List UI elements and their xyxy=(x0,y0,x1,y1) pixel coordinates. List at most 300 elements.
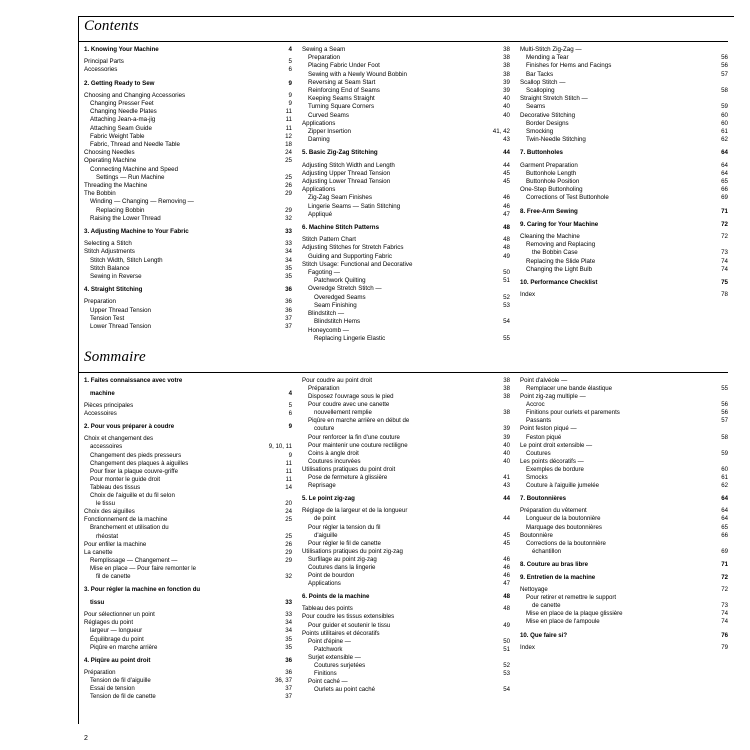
toc-entry-label: Corrections de la boutonnière xyxy=(526,539,606,547)
toc-entry-label: Stitch Pattern Chart xyxy=(302,236,356,244)
toc-entry-page: 45 xyxy=(503,539,510,547)
toc-entry-page: 64 xyxy=(721,495,728,503)
toc-entry-label: Point d'épine — xyxy=(308,637,351,645)
toc-entry-page: 59 xyxy=(721,103,728,111)
toc-entry-page: 48 xyxy=(503,605,510,613)
toc-entry-page: 5 xyxy=(288,58,292,66)
toc-entry xyxy=(520,495,728,503)
toc-entry-page: 53 xyxy=(503,670,510,678)
toc-entry-label: Pour fixer la plaque couvre-griffe xyxy=(90,467,178,475)
toc-entry-label: Scalloping xyxy=(526,87,555,95)
toc-entry-page: 39 xyxy=(503,425,510,433)
toc-entry xyxy=(302,285,510,293)
toc-entry xyxy=(302,654,510,662)
toc-entry xyxy=(520,602,728,610)
toc-entry-page: 6 xyxy=(288,410,292,418)
toc-entry-label: Fagoting — xyxy=(308,269,340,277)
toc-entry-label: Stitch Adjustments xyxy=(84,248,135,256)
toc-entry xyxy=(84,476,292,484)
toc-entry xyxy=(84,524,292,532)
toc-entry-page: 4 xyxy=(288,46,292,53)
toc-entry-label: Point caché — xyxy=(308,678,348,686)
toc-entry-page: 50 xyxy=(503,269,510,277)
toc-entry-page: 36 xyxy=(285,668,292,676)
toc-entry-page: 56 xyxy=(721,401,728,409)
toc-entry-page: 34 xyxy=(285,248,292,256)
toc-entry-label: Winding — Changing — Removing — xyxy=(90,198,194,206)
toc-entry-label: Accroc xyxy=(526,401,545,409)
toc-entry-label: Tableau des points xyxy=(302,605,353,613)
toc-entry-label: La canette xyxy=(84,548,113,556)
toc-entry-label: Couture à l'aiguille jumelée xyxy=(526,482,599,490)
toc-entry xyxy=(520,586,728,594)
contents-divider xyxy=(78,41,728,42)
toc-entry xyxy=(520,136,728,144)
toc-entry-label: Surfilage au point zig-zag xyxy=(308,555,377,563)
toc-entry xyxy=(84,611,292,619)
toc-entry-page: 57 xyxy=(721,70,728,78)
toc-entry xyxy=(302,335,510,343)
toc-entry-label: Préparation xyxy=(84,668,116,676)
toc-entry-label: Choosing and Changing Accessories xyxy=(84,91,186,99)
toc-entry-label: Smocking xyxy=(526,128,554,136)
toc-entry-label: Pour monter le guide droit xyxy=(90,475,161,483)
toc-entry-page: 36 xyxy=(285,298,292,306)
page-number: 2 xyxy=(84,735,88,742)
toc-entry xyxy=(84,452,292,460)
toc-entry-label: 8. Couture au bras libre xyxy=(520,560,589,568)
toc-entry xyxy=(520,458,728,466)
toc-entry xyxy=(302,417,510,425)
toc-entry xyxy=(302,686,510,694)
toc-entry xyxy=(302,136,510,144)
toc-entry-page: 40 xyxy=(503,457,510,465)
toc-entry-label: Applications xyxy=(308,580,341,588)
toc-entry-label: Replacing Lingerie Elastic xyxy=(314,334,386,342)
toc-entry-page: 46 xyxy=(503,563,510,571)
toc-entry-page: 36, 37 xyxy=(275,676,292,684)
toc-entry-page: 45 xyxy=(503,531,510,539)
toc-entry-page: 48 xyxy=(503,244,510,252)
toc-entry-label: Applications xyxy=(302,186,336,194)
toc-entry-page: 72 xyxy=(721,586,728,594)
toc-entry xyxy=(302,318,510,326)
toc-entry xyxy=(84,508,292,516)
toc-entry-page: 47 xyxy=(503,580,510,588)
toc-entry-page: 72 xyxy=(721,220,728,228)
toc-entry-label: accessoires xyxy=(90,443,123,451)
toc-entry-label: Finitions pour ourlets et parements xyxy=(526,409,620,417)
toc-entry-label: Settings — Run Machine xyxy=(96,173,165,181)
toc-entry xyxy=(302,515,510,523)
toc-entry-label: Border Designs xyxy=(526,119,569,127)
toc-entry-page: 74 xyxy=(721,257,728,265)
toc-entry xyxy=(520,71,728,79)
toc-entry-page: 40 xyxy=(503,449,510,457)
toc-entry-label: Keeping Seams Straight xyxy=(308,95,375,103)
toc-entry-label: Points utilitaires et décoratifs xyxy=(302,629,380,637)
toc-entry xyxy=(302,434,510,442)
toc-entry xyxy=(302,62,510,70)
toc-entry-page: 4 xyxy=(288,390,292,397)
toc-entry-page: 33 xyxy=(285,228,292,236)
toc-entry-label: d'aiguille xyxy=(314,531,338,539)
toc-entry-page: 57 xyxy=(721,417,728,425)
toc-entry xyxy=(520,644,728,652)
toc-entry xyxy=(520,279,728,287)
toc-entry-page: 26 xyxy=(285,182,292,190)
top-rule xyxy=(78,16,734,17)
toc-entry-label: Appliqué xyxy=(308,210,333,218)
toc-entry xyxy=(84,58,292,66)
toc-entry xyxy=(302,425,510,433)
toc-entry xyxy=(520,103,728,111)
contents-title: Contents xyxy=(84,18,139,34)
toc-entry-page: 48 xyxy=(503,236,510,244)
toc-entry xyxy=(520,266,728,274)
toc-entry xyxy=(302,613,510,621)
toc-entry-label: Preparation xyxy=(308,54,340,62)
toc-entry-label: largeur — longueur xyxy=(90,627,143,635)
toc-entry xyxy=(84,402,292,410)
toc-entry xyxy=(84,108,292,116)
toc-entry xyxy=(84,390,292,398)
toc-entry xyxy=(84,240,292,248)
toc-entry-page: 54 xyxy=(503,686,510,694)
toc-entry-label: Curved Seams xyxy=(308,111,349,119)
toc-entry xyxy=(302,401,510,409)
toc-entry-page: 73 xyxy=(721,602,728,610)
toc-entry xyxy=(84,174,292,182)
toc-entry-label: Tension de fil d'aiguille xyxy=(90,676,151,684)
toc-entry-label: Branchement et utilisation du xyxy=(90,524,169,532)
toc-entry xyxy=(520,149,728,157)
toc-entry-page: 79 xyxy=(721,643,728,651)
toc-entry-label: Reinforcing End of Seams xyxy=(308,87,380,95)
toc-entry-label: Coutures surjetées xyxy=(314,662,366,669)
toc-entry xyxy=(84,619,292,627)
toc-entry-page: 38 xyxy=(503,393,510,401)
toc-entry-label: Buttonhole Position xyxy=(526,178,580,186)
toc-entry-page: 44 xyxy=(503,161,510,169)
toc-entry-label: Blindstitch — xyxy=(308,310,345,318)
toc-entry-page: 52 xyxy=(503,662,510,669)
toc-entry-page: 60 xyxy=(721,465,728,473)
toc-entry-label: Remplacer une bande élastique xyxy=(526,385,613,392)
toc-entry-label: Boutonnière xyxy=(520,531,553,539)
toc-entry-page: 62 xyxy=(721,482,728,490)
toc-entry-page: 20 xyxy=(285,500,292,508)
toc-entry-label: Decorative Stitching xyxy=(520,111,576,119)
toc-entry-label: Réglages du point xyxy=(84,619,134,627)
toc-entry xyxy=(520,79,728,87)
toc-entry-label: Accessoires xyxy=(84,410,117,418)
toc-entry-label: Passants xyxy=(526,417,552,425)
toc-entry xyxy=(84,190,292,198)
toc-entry xyxy=(84,307,292,315)
toc-entry-page: 76 xyxy=(721,631,728,639)
toc-entry-label: Stitch Width, Stitch Length xyxy=(90,256,163,264)
toc-entry xyxy=(84,636,292,644)
toc-entry-label: Adjusting Stitches for Stretch Fabrics xyxy=(302,244,404,252)
toc-entry xyxy=(302,393,510,401)
toc-entry-page: 12 xyxy=(285,132,292,140)
toc-entry xyxy=(520,450,728,458)
toc-entry-page: 33 xyxy=(285,599,292,607)
toc-entry xyxy=(520,233,728,241)
toc-entry-label: Réglage de la largeur et de la longueur xyxy=(302,507,408,515)
toc-entry xyxy=(302,103,510,111)
toc-entry-page: 29 xyxy=(285,548,292,556)
contents-column-1 xyxy=(84,46,292,343)
toc-entry-page: 34 xyxy=(285,256,292,264)
toc-entry-label: Feston piqué xyxy=(526,433,562,441)
toc-entry-page: 40 xyxy=(503,95,510,103)
toc-entry-page: 38 xyxy=(503,70,510,78)
toc-entry-page: 66 xyxy=(721,531,728,539)
toc-entry-label: Principal Parts xyxy=(84,58,124,66)
toc-entry xyxy=(302,482,510,490)
toc-entry-page: 72 xyxy=(721,233,728,241)
toc-entry-label: Fonctionnement de la machine xyxy=(84,516,168,524)
toc-entry-page: 37 xyxy=(285,685,292,692)
toc-entry-label: Finitions xyxy=(314,670,337,678)
left-rule xyxy=(78,16,79,724)
toc-entry-label: 6. Machine Stitch Patterns xyxy=(302,224,380,232)
toc-entry-page: 38 xyxy=(503,54,510,62)
toc-entry-label: Patchwork xyxy=(314,645,343,653)
toc-entry-label: Zig-Zag Seam Finishes xyxy=(308,194,372,202)
toc-entry xyxy=(520,377,728,385)
toc-entry-page: 58 xyxy=(721,87,728,95)
toc-entry xyxy=(84,657,292,665)
toc-entry xyxy=(84,80,292,88)
toc-entry-page: 35 xyxy=(285,273,292,281)
toc-entry xyxy=(302,678,510,686)
toc-entry xyxy=(84,516,292,524)
toc-entry-page: 56 xyxy=(721,409,728,417)
toc-entry-label: de canette xyxy=(532,602,561,610)
toc-entry-label: 3. Pour régler la machine en fonction du xyxy=(84,586,201,594)
toc-entry xyxy=(302,261,510,269)
toc-entry xyxy=(84,182,292,190)
toc-entry-label: Sewing a Seam xyxy=(302,46,346,53)
toc-entry xyxy=(520,417,728,425)
toc-entry-page: 64 xyxy=(721,161,728,169)
toc-entry-label: Point d'alvéole — xyxy=(520,376,568,384)
toc-entry xyxy=(520,594,728,602)
toc-entry-label: The Bobbin xyxy=(84,190,116,198)
toc-entry-page: 69 xyxy=(721,547,728,555)
toc-entry-page: 61 xyxy=(721,474,728,482)
toc-entry xyxy=(520,162,728,170)
toc-entry xyxy=(84,100,292,108)
toc-entry-label: 8. Free-Arm Sewing xyxy=(520,207,578,215)
toc-entry xyxy=(302,178,510,186)
toc-entry-page: 33 xyxy=(285,240,292,248)
toc-entry-label: Buttonhole Length xyxy=(526,169,577,177)
toc-entry xyxy=(84,228,292,236)
toc-entry-page: 37 xyxy=(285,314,292,322)
toc-entry xyxy=(520,540,728,548)
toc-entry-label: Operating Machine xyxy=(84,157,137,165)
toc-entry-label: Changing Needle Plates xyxy=(90,108,157,116)
toc-entry xyxy=(84,549,292,557)
toc-entry xyxy=(84,66,292,74)
toc-entry-page: 74 xyxy=(721,265,728,273)
toc-entry xyxy=(84,198,292,206)
toc-entry-page: 6 xyxy=(288,66,292,74)
toc-entry xyxy=(302,474,510,482)
toc-entry-label: Choix de l'aiguille et du fil selon xyxy=(90,492,175,500)
toc-entry xyxy=(520,524,728,532)
toc-entry-label: Guiding and Supporting Fabric xyxy=(308,252,392,260)
toc-entry-page: 37 xyxy=(285,323,292,331)
toc-entry xyxy=(302,149,510,157)
toc-entry-page: 9 xyxy=(288,91,292,99)
toc-entry xyxy=(302,253,510,261)
toc-entry xyxy=(520,474,728,482)
toc-entry xyxy=(520,221,728,229)
toc-entry-page: 74 xyxy=(721,618,728,626)
toc-entry-label: Utilisations pratiques du point zig-zag xyxy=(302,547,403,555)
toc-entry-label: 4. Piqûre au point droit xyxy=(84,656,151,664)
toc-entry xyxy=(84,685,292,693)
toc-entry xyxy=(520,632,728,640)
toc-entry-label: Index xyxy=(520,291,536,299)
toc-entry-page: 55 xyxy=(721,385,728,392)
toc-entry xyxy=(520,507,728,515)
toc-entry-page: 11 xyxy=(285,475,292,483)
toc-entry-label: Sewing with a Newly Wound Bobbin xyxy=(308,70,407,78)
toc-entry-page: 65 xyxy=(721,178,728,186)
toc-entry xyxy=(302,662,510,670)
toc-entry xyxy=(302,442,510,450)
toc-entry-label: Turning Square Corners xyxy=(308,103,375,111)
toc-entry-page: 56 xyxy=(721,62,728,70)
toc-entry-page: 71 xyxy=(721,560,728,568)
toc-entry-page: 49 xyxy=(503,621,510,629)
toc-entry-page: 75 xyxy=(721,279,728,287)
toc-entry-page: 61 xyxy=(721,128,728,136)
toc-entry-label: 5. Le point zig-zag xyxy=(302,495,355,503)
toc-entry-page: 43 xyxy=(503,136,510,144)
toc-entry xyxy=(84,423,292,431)
toc-entry-label: Longueur de la boutonnière xyxy=(526,515,601,523)
toc-entry xyxy=(302,170,510,178)
toc-entry xyxy=(302,203,510,211)
toc-entry-label: Stitch Balance xyxy=(90,264,130,272)
toc-entry-label: Le point droit extensible — xyxy=(520,441,593,449)
toc-entry-label: de point xyxy=(314,515,336,523)
toc-entry-label: Piqûre en marche arrière xyxy=(90,643,158,651)
toc-entry xyxy=(302,458,510,466)
toc-entry-label: Pour coudre les tissus extensibles xyxy=(302,613,395,621)
toc-entry xyxy=(520,434,728,442)
toc-entry-label: 7. Buttonholes xyxy=(520,149,563,157)
toc-entry-label: Changement des plaques à aiguilles xyxy=(90,459,189,467)
toc-entry-page: 43 xyxy=(503,482,510,490)
toc-entry-label: Point zig-zag multiple — xyxy=(520,393,586,401)
toc-entry xyxy=(520,482,728,490)
toc-entry-label: 10. Performance Checklist xyxy=(520,279,598,287)
toc-entry-page: 49 xyxy=(503,252,510,260)
toc-entry-label: Coutures dans la lingerie xyxy=(308,563,376,571)
toc-entry-label: le tissu xyxy=(96,500,115,508)
toc-entry-label: 1. Faites connaissance avec votre xyxy=(84,376,183,384)
toc-entry-label: Adjusting Stitch Width and Length xyxy=(302,161,395,169)
toc-entry-label: Point feston piqué — xyxy=(520,425,577,433)
toc-entry-page: 36 xyxy=(285,306,292,314)
toc-entry xyxy=(520,112,728,120)
toc-entry xyxy=(302,495,510,503)
toc-entry-page: 56 xyxy=(721,54,728,62)
toc-entry-page: 37 xyxy=(285,693,292,701)
toc-entry-label: Pour régler le fil de canette xyxy=(308,539,381,547)
toc-entry-label: Mending a Tear xyxy=(526,54,569,62)
toc-entry xyxy=(84,435,292,443)
toc-entry xyxy=(520,466,728,474)
toc-entry-label: Bar Tacks xyxy=(526,70,554,78)
toc-entry xyxy=(520,618,728,626)
toc-entry-label: Twin-Needle Stitching xyxy=(526,136,586,144)
toc-entry xyxy=(302,236,510,244)
toc-entry-label: Sewing in Reverse xyxy=(90,273,142,281)
toc-entry-label: Changing Presser Feet xyxy=(90,100,154,108)
toc-entry-page: 45 xyxy=(503,178,510,186)
toc-entry-page: 59 xyxy=(721,449,728,457)
toc-entry-page: 11 xyxy=(285,108,292,116)
toc-entry-page: 73 xyxy=(721,249,728,257)
toc-entry-page: 9, 10, 11 xyxy=(268,443,292,451)
contents-column-2 xyxy=(302,46,510,343)
toc-entry xyxy=(84,116,292,124)
toc-entry xyxy=(84,215,292,223)
toc-entry-label: Coutures xyxy=(526,449,551,457)
toc-entry-page: 34 xyxy=(285,627,292,635)
toc-entry xyxy=(84,125,292,133)
toc-entry-label: Pour retirer et remettre le support xyxy=(526,594,617,602)
toc-entry-label: Changing the Light Bulb xyxy=(526,265,593,273)
toc-entry-label: Choix des aiguilles xyxy=(84,508,135,516)
toc-entry-page: 26 xyxy=(285,540,292,548)
toc-entry-label: 10. Que faire si? xyxy=(520,631,568,639)
toc-entry xyxy=(84,484,292,492)
toc-entry-label: Straight Stretch Stitch — xyxy=(520,95,588,103)
toc-entry-label: Tableau des tissus xyxy=(90,483,141,491)
toc-entry xyxy=(520,610,728,618)
toc-entry xyxy=(84,693,292,701)
toc-entry-label: Pour maintenir une couture rectiligne xyxy=(308,441,408,449)
toc-entry-label: Mise en place — Pour faire remonter le xyxy=(90,564,197,572)
toc-entry-page: 39 xyxy=(503,78,510,86)
toc-entry-label: Reprisage xyxy=(308,482,336,490)
toc-entry-page: 40 xyxy=(503,103,510,111)
sommaire-column-2 xyxy=(302,377,510,701)
toc-entry-label: Les points décoratifs — xyxy=(520,457,584,465)
toc-entry xyxy=(302,95,510,103)
toc-entry-label: rhéostat xyxy=(96,532,119,540)
toc-entry-label: échantillon xyxy=(532,547,562,555)
toc-entry-page: 32 xyxy=(285,214,292,222)
sommaire-column-1 xyxy=(84,377,292,701)
toc-entry-page: 9 xyxy=(288,100,292,108)
toc-entry-label: Smocks xyxy=(526,474,548,482)
toc-entry xyxy=(520,170,728,178)
toc-entry-label: Threading the Machine xyxy=(84,182,148,190)
toc-entry xyxy=(302,224,510,232)
toc-entry-label: Reversing at Seam Start xyxy=(308,78,376,86)
